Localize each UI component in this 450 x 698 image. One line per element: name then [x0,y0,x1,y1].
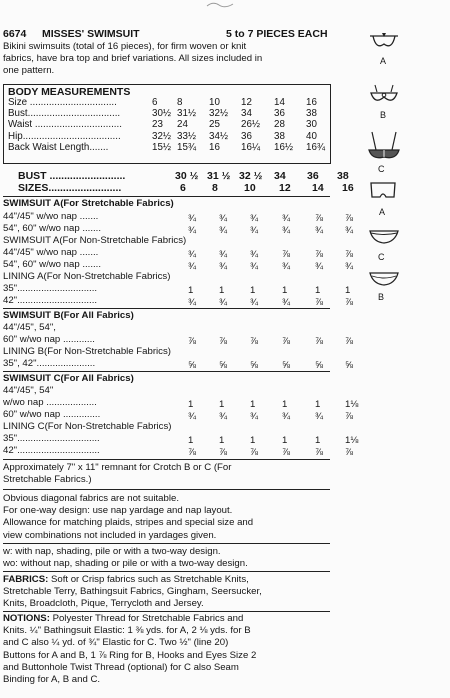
view-label-c-top: C [378,164,385,174]
yardage-value: ¾ [282,261,291,272]
size-value: 16 [342,182,354,194]
yardage-value: ¾ [282,411,291,422]
measurement-value: 16¾ [306,141,326,153]
size-value: 14 [312,182,324,194]
yardage-value: ¾ [219,411,228,422]
size-value: 12 [279,182,291,194]
section-heading: SWIMSUIT B(For All Fabrics) [3,310,134,321]
section-heading: LINING C(For Non-Stretchable Fabrics) [3,421,172,432]
yardage-value: ⅞ [345,447,354,458]
description-line: Bikini swimsuits (total of 16 pieces), for firm woven or knit [3,41,247,52]
yardage-value: ¾ [315,261,324,272]
fabric-width-label: 44"/45", 54", [3,322,56,333]
bust-value: 34 [274,170,286,182]
fabrics-line: Soft or Crisp fabrics such as Stretchable Knits, [48,574,249,585]
yardage-value: ⅞ [315,297,324,308]
fabric-width-label: 54", 60" w/wo nap ....... [3,259,102,270]
yardage-value: 1⅛ [345,435,359,446]
fabric-width-label: 44"/45", 54" [3,385,54,396]
measurement-value: 28 [274,119,285,131]
body-measurements-title: BODY MEASUREMENTS [8,86,131,98]
yardage-value: ¾ [250,213,259,224]
nap-note-line: wo: without nap, shading or pile or with a two-way design. [3,558,248,570]
bust-label: BUST .......................... [18,170,126,182]
measurement-value: 16 [306,97,317,108]
yardage-value: ¾ [282,297,291,308]
yardage-value: ¾ [219,213,228,224]
fabric-width-label: 35".............................. [3,283,98,294]
yardage-value: ¾ [219,297,228,308]
fabric-width-label: 60" w/wo nap ............ [3,334,95,345]
yardage-value: ¾ [315,411,324,422]
fabrics-block [3,574,262,611]
yardage-value: 1 [250,435,256,446]
measurement-value: 30½ [152,108,172,120]
brief-c-illustration [367,228,401,246]
yardage-value: ¾ [250,249,259,260]
yardage-value: 1 [188,285,194,296]
measurement-value: 33½ [177,130,197,142]
pieces-count: 5 to 7 PIECES EACH [226,28,328,40]
yardage-value: ¾ [345,261,354,272]
fabric-width-label: 44"/45" w/wo nap ....... [3,211,99,222]
brief-a-illustration [368,180,398,202]
yardage-value: ¾ [219,225,228,236]
notions-line: Buttons for A and B, 1 ⅞ Ring for B, Hooks and Eyes Size 2 [3,649,257,661]
section-heading: SWIMSUIT A(For Non-Stretchable Fabrics) [3,235,187,246]
yardage-value: ⅝ [250,360,259,371]
measurement-label: Waist ................................ [8,119,122,131]
size-value: 10 [244,182,256,194]
fabric-notes [3,493,253,542]
yardage-value: 1 [315,435,321,446]
yardage-value: 1 [188,435,194,446]
bra-top-c-illustration [363,130,405,164]
yardage-value: 1 [188,399,194,410]
measurement-value: 6 [152,97,158,108]
yardage-value: 1 [250,399,256,410]
yardage-value: ⅝ [345,360,354,371]
yardage-value: ⅝ [315,360,324,371]
notions-block [3,613,256,686]
yardage-value: ¾ [282,225,291,236]
remnant-note-line: Stretchable Fabrics.) [3,474,92,486]
description-line: fabrics, have bra top and brief variations. All sizes included in [3,53,263,65]
measurement-value: 34½ [209,130,229,142]
yardage-value: ¾ [250,411,259,422]
bust-value: 38 [337,170,349,182]
pattern-title: MISSES' SWIMSUIT [42,28,140,40]
yardage-value: ¾ [188,261,197,272]
yardage-value: ⅞ [282,336,291,347]
yardage-value: ⅞ [315,213,324,224]
measurement-label: Hip.................................... [8,130,121,142]
remnant-note-line: Approximately 7" x 11" remnant for Crotch B or C (For [3,462,232,473]
bra-top-a-illustration [365,28,403,56]
fabric-width-label: 54", 60" w/wo nap ....... [3,223,102,234]
yardage-value: ¾ [250,297,259,308]
fabric-note-line: view combinations not included in yardages given. [3,529,217,541]
measurement-value: 38 [306,108,317,120]
yardage-value: ⅝ [219,360,228,371]
yardage-value: ⅞ [315,336,324,347]
yardage-value: ⅞ [282,447,291,458]
yardage-value: ⅞ [345,213,354,224]
pattern-number: 6674 [3,28,27,40]
bust-value: 36 [307,170,319,182]
yardage-value: 1 [282,435,288,446]
notions-line: Polyester Thread for Stretchable Fabrics and [49,613,244,624]
measurement-value: 34 [241,108,252,120]
measurement-value: 36 [241,130,252,142]
yardage-value: ¾ [250,261,259,272]
view-label-b-bottom: B [378,292,385,302]
notions-line: Knits. ¼" Bathingsuit Elastic: 1 ⅜ yds. for A, 2 ⅛ yds. for B [3,625,251,637]
measurement-label: Back Waist Length....... [8,141,109,153]
measurement-value: 31½ [177,108,197,120]
yardage-value: ¾ [188,249,197,260]
yardage-value: ⅞ [188,447,197,458]
measurement-value: 8 [177,97,183,108]
section-heading: LINING A(For Non-Stretchable Fabrics) [3,271,171,282]
yardage-value: ⅞ [282,249,291,260]
yardage-value: 1 [345,285,351,296]
sizes-label: SIZES......................... [18,182,122,194]
nap-notes [3,546,248,570]
yardage-value: ⅝ [188,360,197,371]
yardage-value: ¾ [250,225,259,236]
size-value: 8 [212,182,218,194]
fabric-width-label: 35"............................... [3,433,100,444]
notions-line: and Buttonhole Twist Thread (optional) for C also Seam [3,661,239,673]
yardage-value: ⅞ [188,336,197,347]
bra-top-b-illustration [365,83,403,109]
yardage-value: 1⅛ [345,399,359,410]
fabric-note-line: Obvious diagonal fabrics are not suitable. [3,493,179,504]
nap-note-line: w: with nap, shading, pile or with a two-way design. [3,546,221,557]
fabric-width-label: 35", 42"...................... [3,358,96,369]
measurement-value: 12 [241,97,252,108]
notions-heading: NOTIONS: [3,613,50,624]
view-label-b-top: B [380,110,387,120]
nap-rule [3,571,330,572]
yardage-value: ¾ [219,261,228,272]
measurement-value: 32½ [152,130,172,142]
measurement-value: 26½ [241,119,261,131]
yardage-value: ⅞ [315,249,324,260]
yardage-value: ¾ [188,213,197,224]
size-value: 6 [180,182,186,194]
measurement-label: Size ................................ [8,97,117,108]
yardage-value: ¾ [219,249,228,260]
measurement-value: 24 [177,119,188,131]
measurement-value: 15½ [152,141,172,153]
yardage-value: ¾ [282,213,291,224]
bust-value: 32 ½ [239,170,263,182]
yardage-value: ¾ [315,225,324,236]
measurement-value: 14 [274,97,285,108]
yardage-value: ⅞ [250,336,259,347]
notions-line: Binding for A, B and C. [3,674,101,686]
measurement-value: 16¼ [241,141,261,153]
remnant-rule [3,489,330,490]
measurement-value: 30 [306,119,317,131]
measurement-value: 16 [209,141,220,153]
measurement-label: Bust.................................. [8,108,121,120]
yardage-value: ¾ [345,225,354,236]
yardage-value: 1 [282,399,288,410]
yardage-value: 1 [219,435,225,446]
yardage-value: ⅞ [345,411,354,422]
yardage-value: 1 [250,285,256,296]
measurement-value: 38 [274,130,285,142]
yardage-value: ¾ [188,297,197,308]
measurement-value: 36 [274,108,285,120]
yardage-value: ⅞ [345,297,354,308]
section-heading: SWIMSUIT A(For Stretchable Fabrics) [3,198,174,209]
fabric-width-label: 42".............................. [3,295,98,306]
notes-rule [3,543,330,544]
measurement-value: 10 [209,97,220,108]
yardage-value: ¾ [188,411,197,422]
brief-b-illustration [367,270,401,288]
measurement-value: 15¾ [177,141,197,153]
measurement-value: 40 [306,130,317,142]
bust-value: 30 ½ [175,170,199,182]
fabric-width-label: w/wo nap ................... [3,397,97,408]
yardage-value: 1 [315,399,321,410]
smudge-mark [205,0,235,10]
measurement-value: 25 [209,119,220,131]
view-label-a-top: A [380,56,387,66]
measurement-value: 32½ [209,108,229,120]
yardage-value: ⅞ [345,249,354,260]
fabric-width-label: 60" w/wo nap .............. [3,409,101,420]
measurement-value: 16½ [274,141,294,153]
yardage-value: 1 [282,285,288,296]
yardage-value: 1 [219,399,225,410]
yardage-value: 1 [315,285,321,296]
yardage-value: ⅞ [250,447,259,458]
yardage-value: 1 [219,285,225,296]
section-heading: SWIMSUIT C(For All Fabrics) [3,373,134,384]
fabric-width-label: 42"............................... [3,445,100,456]
fabric-note-line: For one-way design: use nap yardage and nap layout. [3,505,233,517]
yardage-value: ⅝ [282,360,291,371]
measurement-value: 23 [152,119,163,131]
description-line: one pattern. [3,65,55,77]
yardage-value: ⅞ [219,336,228,347]
fabrics-line: Stretchable Terry, Bathingsuit Fabrics, Gingham, Seersucker, [3,586,262,598]
pattern-description [3,41,262,78]
fabrics-heading: FABRICS: [3,574,49,585]
section-rule [3,459,330,460]
fabrics-line: Knits, Broadcloth, Pique, Terrycloth and Jersey. [3,598,204,610]
fabric-width-label: 44"/45" w/wo nap ....... [3,247,99,258]
view-label-a-bottom: A [379,207,386,217]
yardage-value: ⅞ [345,336,354,347]
yardage-value: ⅞ [315,447,324,458]
section-heading: LINING B(For Non-Stretchable Fabrics) [3,346,171,357]
notions-line: and C also ¼ yd. of ¾" Elastic for C. Two ½" (line 20) [3,637,229,649]
fabric-note-line: Allowance for matching plaids, stripes and special size and [3,517,254,529]
bust-value: 31 ½ [207,170,231,182]
view-label-c-bottom: C [378,252,385,262]
remnant-note [3,462,231,486]
yardage-value: ¾ [188,225,197,236]
yardage-value: ⅞ [219,447,228,458]
